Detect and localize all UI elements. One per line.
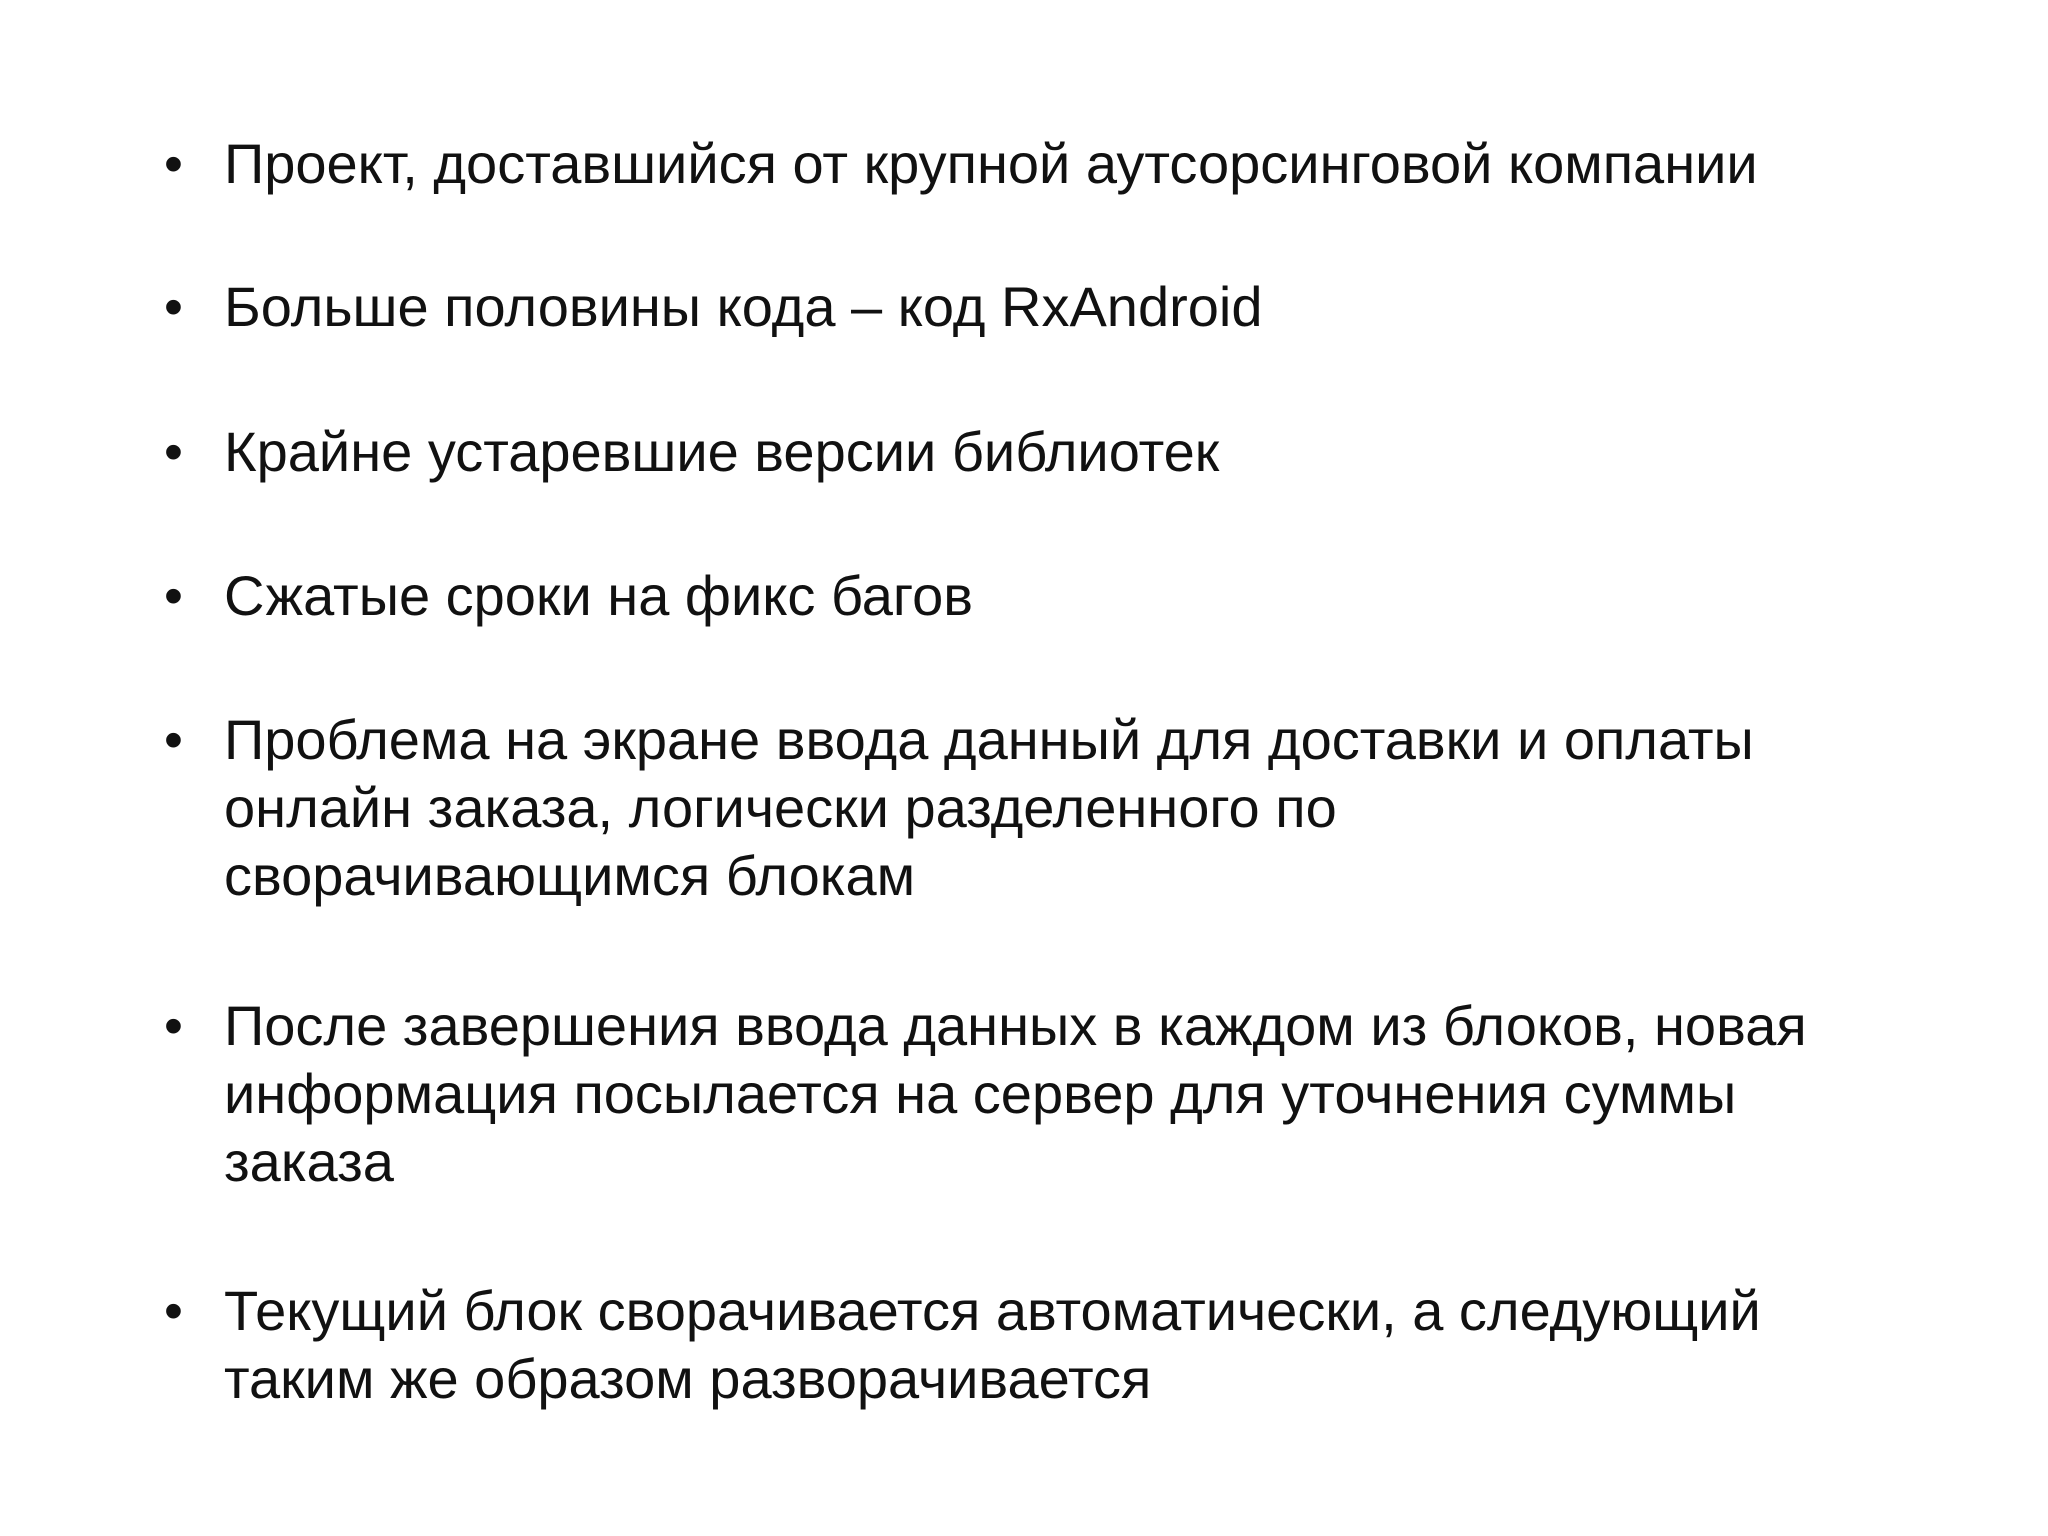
bullet-marker: • [164, 422, 183, 482]
bullet-marker: • [164, 1281, 183, 1341]
bullet-item [164, 1277, 1924, 1413]
bullet-text: Проект, доставшийся от крупной аутсорсинговой компании [224, 132, 1758, 195]
bullet-marker: • [164, 996, 183, 1056]
bullet-marker: • [164, 134, 183, 194]
bullet-item [164, 273, 1924, 341]
bullet-item [164, 706, 1924, 910]
bullet-item [164, 130, 1924, 198]
bullet-text: Текущий блок сворачивается автоматически, а следующий таким же образом разворачивается [224, 1279, 1761, 1410]
bullet-text: После завершения ввода данных в каждом из блоков, новая информация посылается на сервер для уточнения суммы заказа [224, 994, 1807, 1193]
bullet-marker: • [164, 710, 183, 770]
bullet-item [164, 992, 1924, 1196]
bullet-item [164, 562, 1924, 630]
bullet-text: Сжатые сроки на фикс багов [224, 564, 973, 627]
bullet-text: Крайне устаревшие версии библиотек [224, 420, 1220, 483]
bullet-text: Проблема на экране ввода данный для доставки и оплаты онлайн заказа, логически разделенного по сворачивающимся блокам [224, 708, 1754, 907]
bullet-text: Больше половины кода – код RxAndroid [224, 275, 1263, 338]
bullet-item [164, 418, 1924, 486]
bullet-marker: • [164, 566, 183, 626]
bullet-marker: • [164, 277, 183, 337]
